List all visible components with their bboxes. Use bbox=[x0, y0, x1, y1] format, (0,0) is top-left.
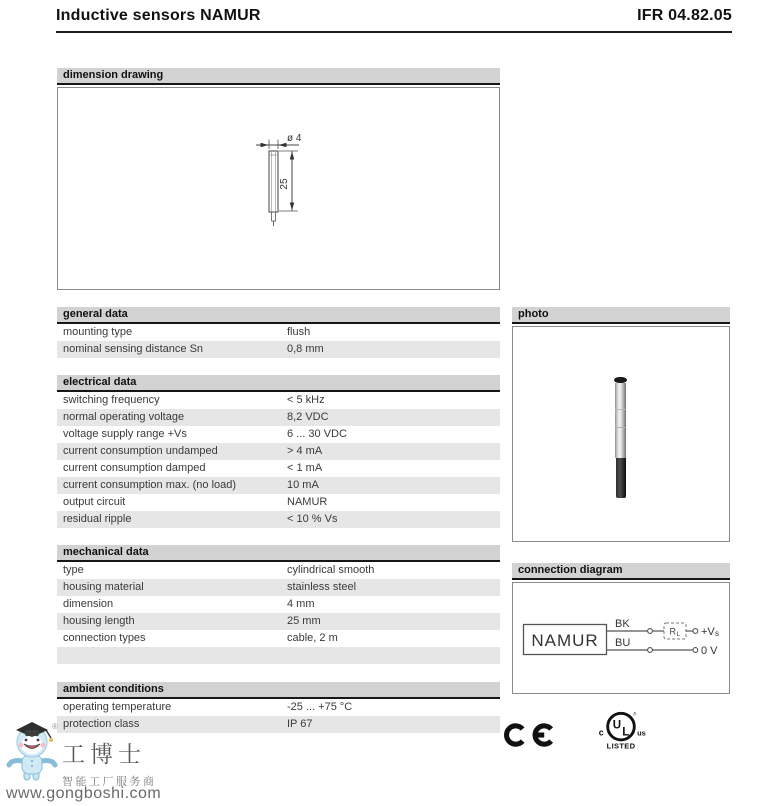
watermark-registered-icon: ® bbox=[52, 722, 58, 731]
wire-bu-label: BU bbox=[615, 637, 631, 649]
photo-box bbox=[512, 326, 730, 542]
watermark-brand: 工博士 bbox=[62, 742, 146, 768]
load-resistor-label: R bbox=[669, 626, 676, 637]
table-row: voltage supply range +Vs 6 ... 30 VDC bbox=[63, 428, 347, 440]
dimension-drawing-box bbox=[57, 87, 500, 290]
table-row-empty bbox=[57, 647, 500, 664]
table-row: protection class IP 67 bbox=[57, 716, 500, 733]
section-title-connection-diagram: connection diagram bbox=[512, 563, 730, 580]
dimension-drawing-figure bbox=[58, 88, 499, 289]
wire-bk-label: BK bbox=[615, 618, 630, 630]
load-resistor-sub: L bbox=[676, 631, 681, 638]
sensor-photo bbox=[614, 377, 627, 498]
ul-u: U bbox=[612, 719, 622, 732]
table-row: normal operating voltage 8,2 VDC bbox=[57, 409, 500, 426]
doc-header bbox=[56, 7, 732, 33]
table-row: dimension 4 mm bbox=[63, 598, 315, 610]
ce-mark-icon bbox=[504, 712, 560, 761]
ul-us: us bbox=[637, 728, 646, 738]
table-row: current consumption damped < 1 mA bbox=[63, 462, 323, 474]
table-row: type cylindrical smooth bbox=[63, 564, 375, 576]
section-title-photo: photo bbox=[512, 307, 730, 324]
watermark-tagline: 智能工厂服务商 bbox=[62, 776, 157, 788]
table-row: residual ripple < 10 % Vs bbox=[57, 511, 500, 528]
table-row: housing length 25 mm bbox=[57, 613, 500, 630]
table-row: housing material stainless steel bbox=[57, 579, 500, 596]
table-row: switching frequency < 5 kHz bbox=[63, 394, 325, 406]
table-row: current consumption max. (no load) 10 mA bbox=[57, 477, 500, 494]
connection-diagram-box bbox=[512, 582, 730, 694]
section-title-mechanical-data: mechanical data bbox=[57, 545, 500, 562]
ul-listed-icon bbox=[591, 699, 651, 766]
dim-length-label: 25 bbox=[279, 178, 290, 190]
sensor-body bbox=[615, 383, 626, 458]
ul-reg: ® bbox=[633, 711, 637, 717]
section-title-ambient-conditions: ambient conditions bbox=[57, 682, 500, 699]
section-title-dimension-drawing: dimension drawing bbox=[57, 68, 500, 85]
mechanical-data-table bbox=[57, 545, 500, 664]
right-column bbox=[512, 307, 730, 694]
terminal-vs-sub: s bbox=[715, 629, 719, 638]
watermark-url: www.gongboshi.com bbox=[6, 785, 162, 802]
ul-c: c bbox=[598, 727, 604, 738]
table-row: output circuit NAMUR bbox=[63, 496, 328, 508]
terminal-0v-label: 0 V bbox=[701, 645, 718, 657]
connection-diagram-figure bbox=[513, 583, 729, 693]
table-row: current consumption undamped > 4 mA bbox=[57, 443, 500, 460]
dim-diameter-label: ø 4 bbox=[287, 133, 302, 144]
table-row: connection types cable, 2 m bbox=[63, 632, 338, 644]
table-row: operating temperature -25 ... +75 °C bbox=[63, 701, 353, 713]
mascot-icon bbox=[6, 719, 58, 781]
table-row: mounting type flush bbox=[63, 326, 311, 338]
terminal-vs-label: +V bbox=[701, 626, 715, 638]
section-title-electrical-data: electrical data bbox=[57, 375, 500, 392]
table-row: nominal sensing distance Sn 0,8 mm bbox=[57, 341, 500, 358]
sensor-cable bbox=[616, 458, 626, 498]
left-column bbox=[57, 68, 500, 733]
namur-block-label: NAMUR bbox=[531, 631, 599, 650]
ul-l: L bbox=[622, 726, 630, 739]
ul-listed: LISTED bbox=[606, 741, 636, 751]
product-code: IFR 04.82.05 bbox=[637, 7, 732, 24]
section-title-general-data: general data bbox=[57, 307, 500, 324]
page-title: Inductive sensors NAMUR bbox=[56, 7, 261, 24]
electrical-data-table bbox=[57, 375, 500, 528]
general-data-table bbox=[57, 307, 500, 358]
watermark bbox=[6, 719, 176, 803]
